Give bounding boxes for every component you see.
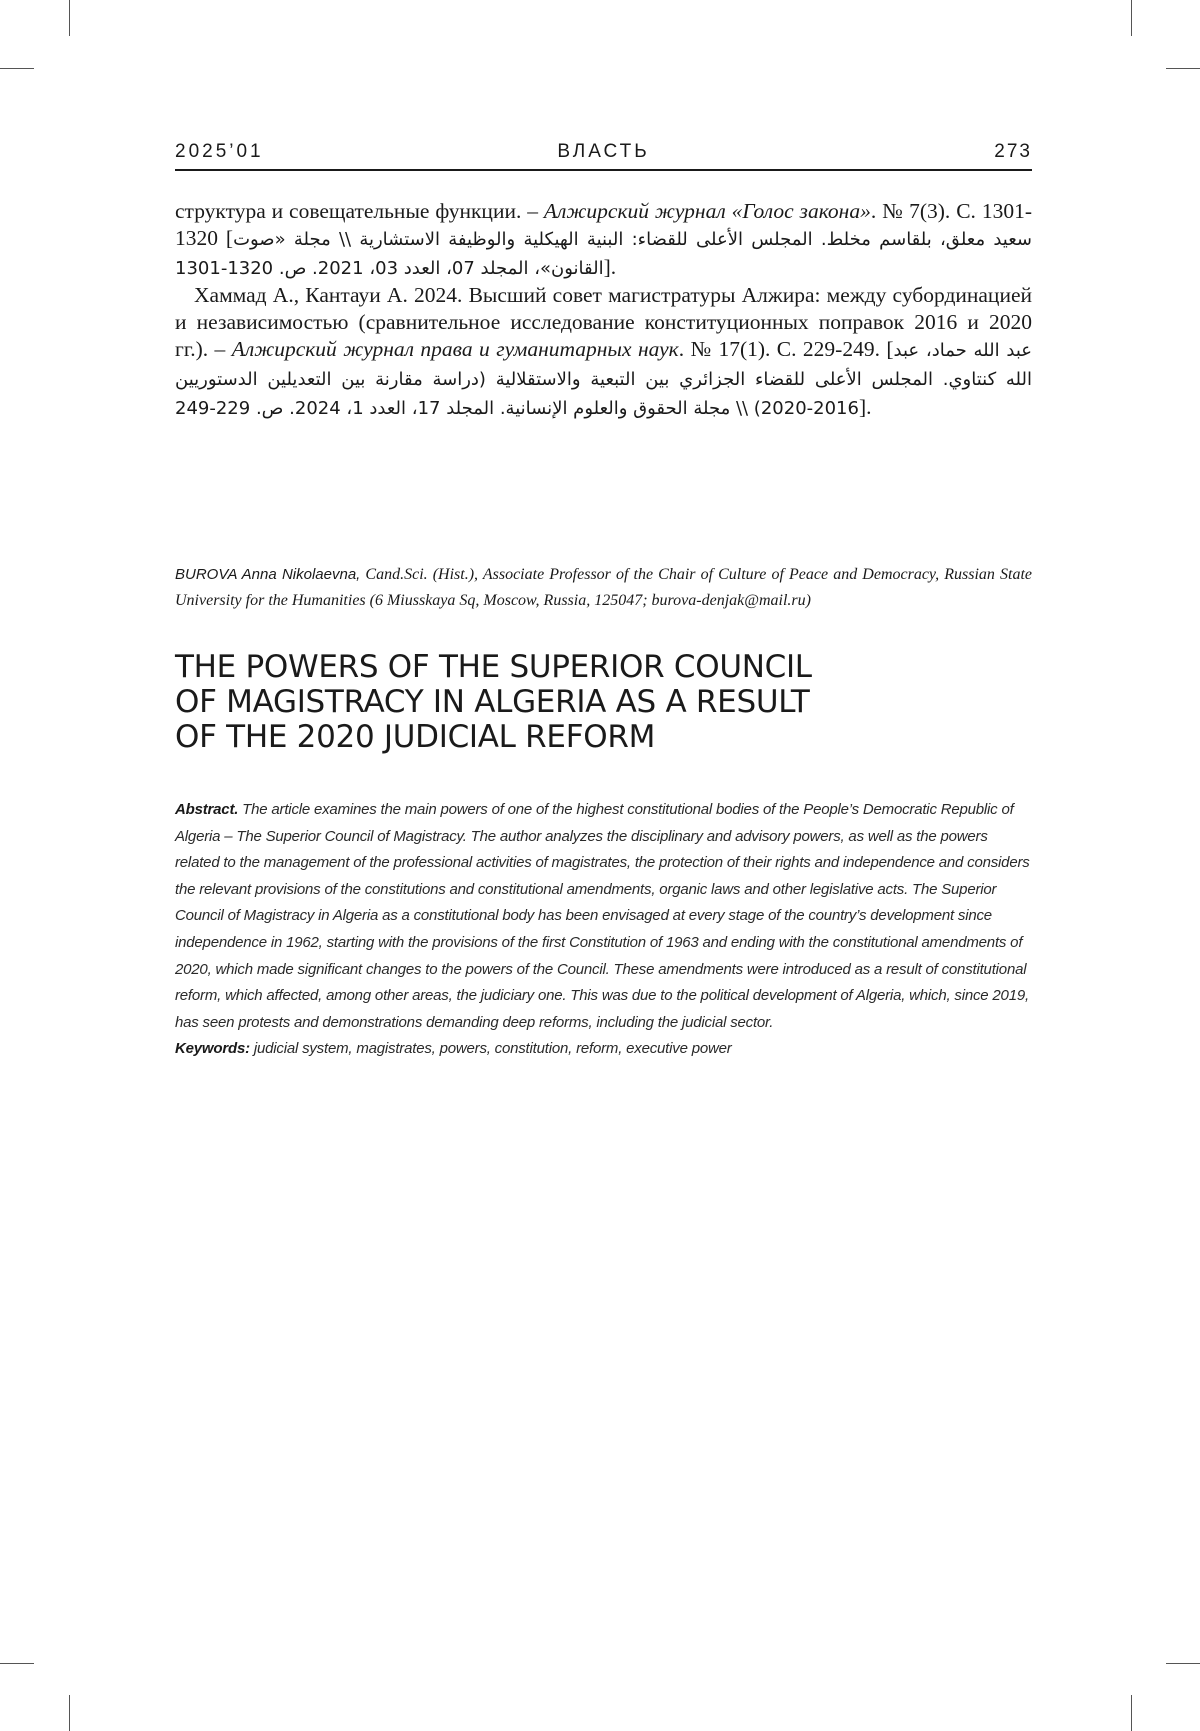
reference-text: Хаммад А., Кантауи А. 2024. Высший совет магистратуры Алжира: между субординацией и независимостью (сравнительное исследование конституционных поправок 2016 и 2020 гг.). – [175,283,1032,361]
title-line: THE POWERS OF THE SUPERIOR COUNCIL [175,650,1032,685]
reference-arabic: عبد الله حماد، عبد الله كنتاوي. المجلس الأعلى للقضاء الجزائري بين التبعية والاستقلالية (دراسة مقارنة بين التعديلين الدستوريين 2016-2020) \\ مجلة الحقوق والعلوم الإنسانية. المجلد 17، العدد 1، 2024. ص. 229-249 [175,340,1032,419]
keywords-label: Keywords: [175,1040,250,1057]
crop-mark [1131,1695,1132,1731]
abstract [175,797,1032,1036]
journal-name: ВЛАСТЬ [175,141,1032,163]
running-header [175,139,1032,171]
abstract-block [175,797,1032,1063]
page-number: 273 [994,141,1032,163]
issue-number: 2025’01 [175,141,264,163]
title-line: OF THE 2020 JUDICIAL REFORM [175,720,1032,755]
crop-mark [1166,1663,1200,1664]
author-details: Cand.Sci. (Hist.), Associate Professor of the Chair of Culture of Peace and Democracy, Russian State University for the Humanities (6 Miusskaya Sq, Moscow, Russia, 125047; burova-denjak@mail.ru) [175,566,1032,609]
title-line: OF MAGISTRACY IN ALGERIA AS A RESULT [175,685,1032,720]
crop-mark [69,1695,70,1731]
reference-text: ]. [604,255,617,279]
reference-item [175,282,1032,422]
reference-journal: Алжирский журнал «Голос закона» [544,199,871,223]
reference-text: . № 7(3). С. 1301-1320 [ [175,199,1032,250]
author-info [175,562,1032,614]
abstract-text: The article examines the main powers of one of the highest constitutional bodies of the People’s Democratic Republic of Algeria – The Superior Council of Magistracy. The author analyzes the disciplinary and advisory powers, as well as the powers related to the management of the professional activities of magistrates, the protection of their rights and independence and considers the relevant provisions of the constitutions and constitutional amendments, organic laws and other legislative acts. The Superior Council of Magistracy in Algeria as a constitutional body has been envisaged at every stage of the country’s development since independence in 1962, starting with the provisions of the first Constitution of 1963 and ending with the constitutional amendments of 2020, which made significant changes to the powers of the Council. These amendments were introduced as a result of constitutional reform, which affected, among other areas, the judiciary one. This was due to the political development of Algeria, which, since 2019, has seen protests and demonstrations demanding deep reforms, including the judicial sector. [175,801,1030,1031]
reference-text: . № 17(1). С. 229-249. [ [679,337,894,361]
article-title [175,650,1032,755]
reference-arabic: سعيد معلق، بلقاسم مخلط. المجلس الأعلى للقضاء: البنية الهيكلية والوظيفة الاستشارية \\ مجلة «صوت القانون»، المجلد 07، العدد 03، 2021. ص. 1320-1301 [175,229,1032,279]
crop-mark [1131,0,1132,36]
keywords [175,1036,1032,1063]
reference-text: ]. [859,395,872,419]
keywords-text: judicial system, magistrates, powers, constitution, reform, executive power [250,1040,732,1057]
crop-mark [0,1663,34,1664]
author-name: BUROVA Anna Nikolaevna, [175,566,360,583]
references-list [175,198,1032,422]
reference-journal: Алжирский журнал права и гуманитарных наук [232,337,679,361]
crop-mark [0,68,34,69]
reference-item [175,198,1032,282]
abstract-label: Abstract. [175,801,238,818]
crop-mark [69,0,70,36]
reference-text: структура и совещательные функции. – [175,199,544,223]
crop-mark [1166,68,1200,69]
